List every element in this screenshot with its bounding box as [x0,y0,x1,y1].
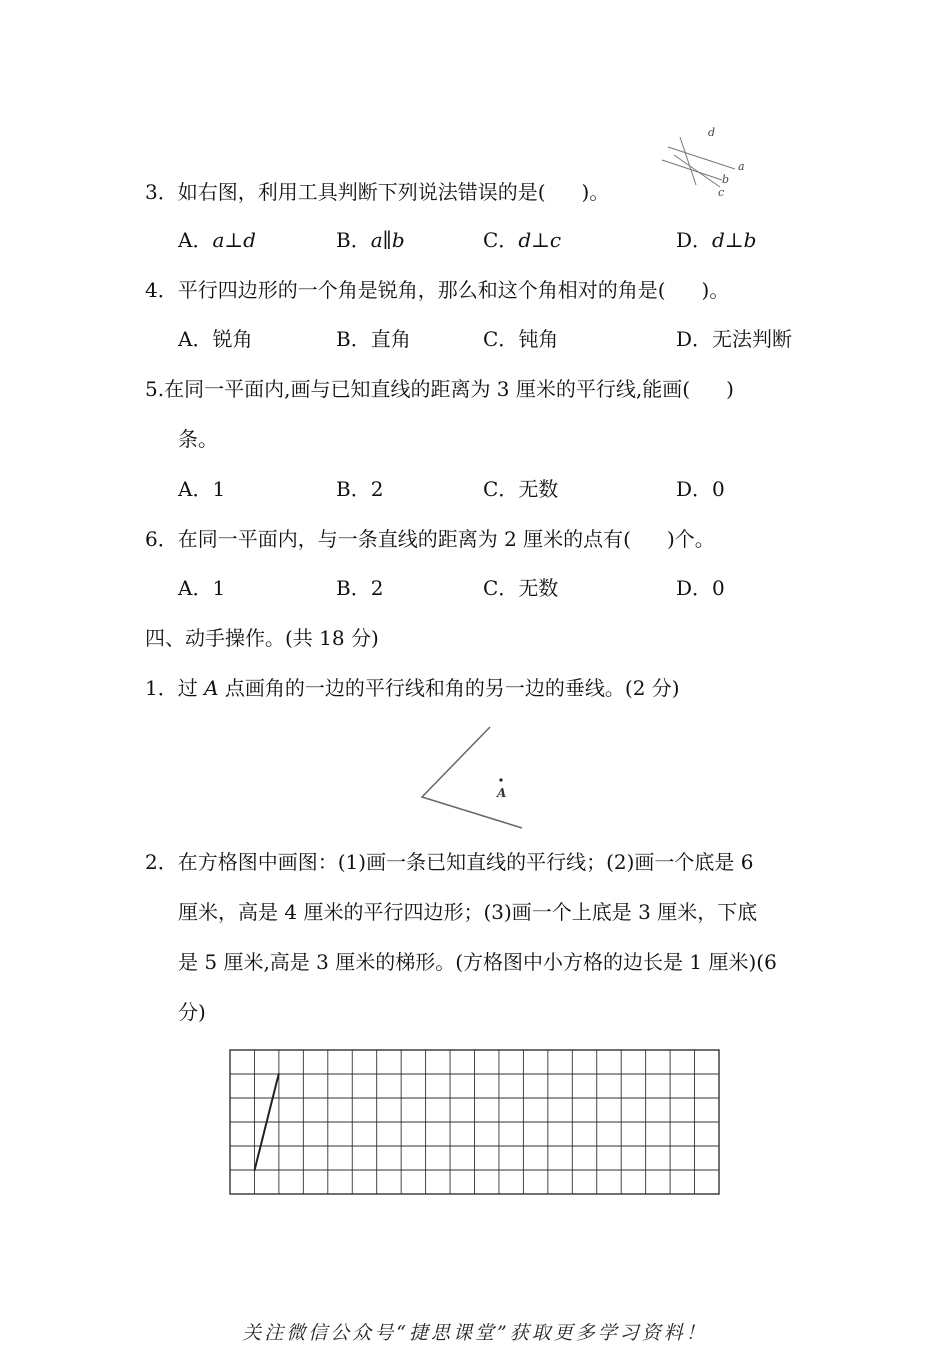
q4-option-d[interactable]: D．无法判断 [676,327,793,351]
grid-lines [230,1050,719,1194]
q6-option-d[interactable]: D．0 [676,576,725,600]
q3-lines-figure [660,125,755,200]
q3-line-c [674,155,720,187]
p2-stem-line3: 是 5 厘米,高是 3 厘米的梯形。(方格图中小方格的边长是 1 厘米)(6 [178,950,777,974]
p2-stem-line1 [145,850,753,874]
q5-number: 5. [145,377,165,401]
p2-stem-line4: 分) [178,1000,206,1024]
q3-option-d[interactable]: D．d⊥b [676,228,757,252]
q3-label-d: d [708,126,716,139]
q3-label-b: b [722,173,730,186]
q6-number: 6． [145,527,178,551]
q6-text: 在同一平面内，与一条直线的距离为 2 厘米的点有( [177,527,631,551]
p1-point-label: A [204,676,219,700]
q5-stem [145,377,734,401]
point-a-label: A [497,786,507,800]
angle-sides [422,727,522,828]
p1-text: 过 [177,676,205,700]
q5-option-a[interactable]: A．1 [178,477,226,501]
q3-text: 如右图，利用工具判断下列说法错误的是( [177,180,546,204]
q3-number: 3． [145,180,178,204]
q4-option-a[interactable]: A．锐角 [178,327,253,351]
q6-option-c[interactable]: C．无数 [483,576,559,600]
point-a-dot [499,778,502,781]
q5-option-b[interactable]: B．2 [336,477,384,501]
q6-option-b[interactable]: B．2 [336,576,384,600]
q6-option-a[interactable]: A．1 [178,576,226,600]
square-grid[interactable] [229,1049,721,1196]
p1-number: 1． [145,676,178,700]
q4-stem [145,278,729,302]
q5-option-d[interactable]: D．0 [676,477,725,501]
q5-text-end: ) [726,377,734,401]
q3-option-a[interactable]: A．a⊥d [178,228,256,252]
footer-promo: 关注微信公众号“捷思课堂”获取更多学习资料！ [242,1322,708,1344]
p1-stem [145,676,680,700]
q3-option-b[interactable]: B．a∥b [336,228,405,252]
q4-text-end: )。 [701,278,730,302]
p2-text-1: 在方格图中画图：(1)画一条已知直线的平行线；(2)画一个底是 6 [177,850,754,874]
q5-option-c[interactable]: C．无数 [483,477,559,501]
angle-figure[interactable] [415,722,530,834]
q3-line-b [662,160,722,180]
q3-label-c: c [718,186,725,199]
q4-text: 平行四边形的一个角是锐角，那么和这个角相对的角是( [177,278,666,302]
q6-stem [145,527,715,551]
p1-text-end: 点画角的一边的平行线和角的另一边的垂线。(2 分) [218,676,680,700]
q3-stem [145,180,609,204]
q3-option-c[interactable]: C．d⊥c [483,228,562,252]
q3-text-end: )。 [581,180,610,204]
section-4-heading: 四、动手操作。(共 18 分) [145,626,379,650]
q4-option-b[interactable]: B．直角 [336,327,411,351]
q3-label-a: a [738,160,745,173]
p2-stem-line2: 厘米，高是 4 厘米的平行四边形；(3)画一个上底是 3 厘米，下底 [178,900,758,924]
q4-option-c[interactable]: C．钝角 [483,327,559,351]
q6-text-end: )个。 [666,527,715,551]
q5-text: 在同一平面内,画与已知直线的距离为 3 厘米的平行线,能画( [164,377,691,401]
q4-number: 4． [145,278,178,302]
q5-stem-continued: 条。 [178,427,218,451]
p2-number: 2． [145,850,178,874]
